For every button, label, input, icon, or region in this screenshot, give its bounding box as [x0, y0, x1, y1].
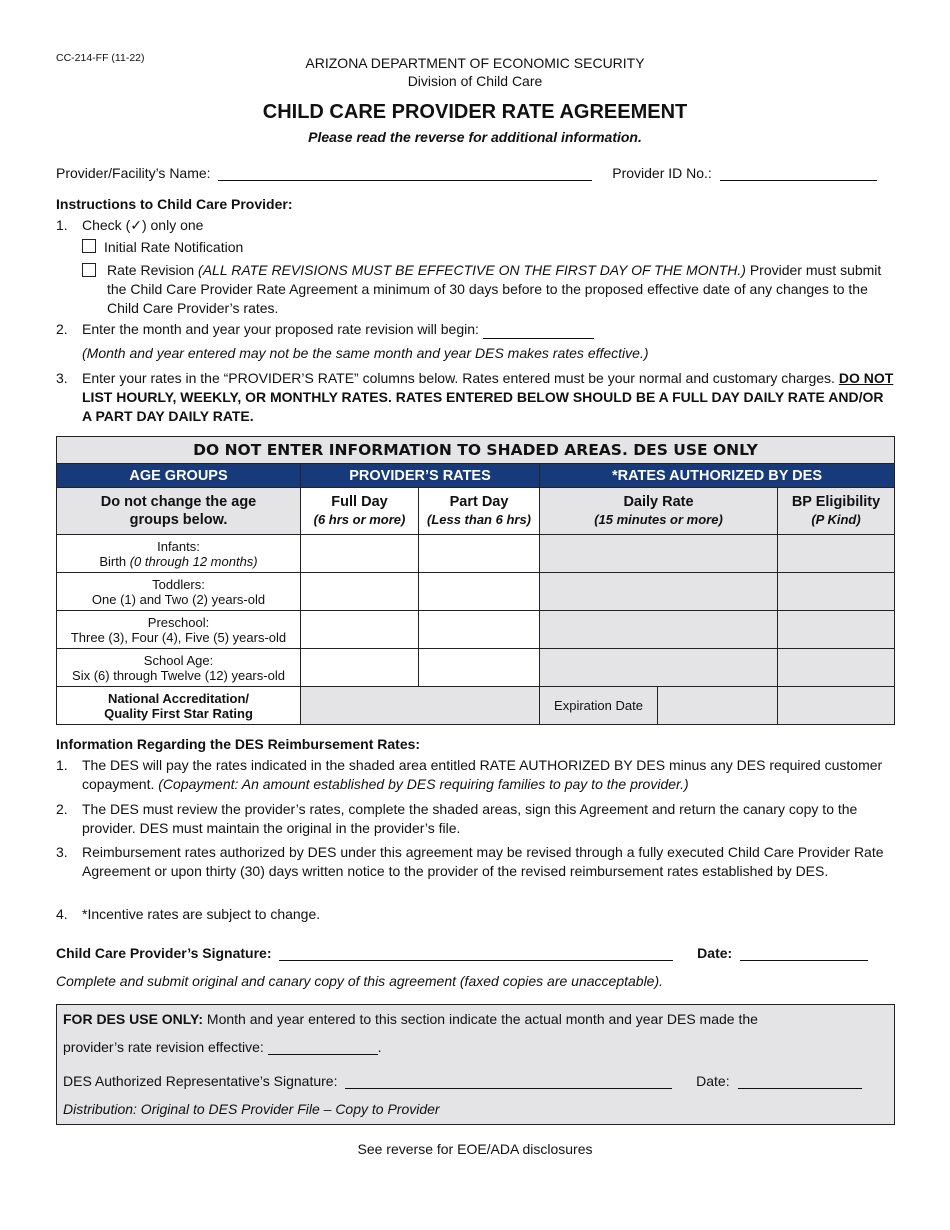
des-rep-signature-label: DES Authorized Representative’s Signature:: [63, 1073, 338, 1089]
provider-id-label: Provider ID No.:: [612, 165, 712, 181]
initial-rate-label: Initial Rate Notification: [104, 239, 244, 255]
daily-rate-header: [540, 488, 778, 535]
des-box-period: .: [377, 1039, 382, 1055]
table-row: [57, 687, 895, 725]
bp-eligibility-cell: [778, 573, 895, 611]
age-group-title: School Age:: [143, 652, 214, 668]
des-use-only-banner: DO NOT ENTER INFORMATION TO SHADED AREAS. DES USE ONLY: [57, 437, 895, 464]
initial-rate-checkbox[interactable]: [82, 239, 96, 253]
item-number: 4.: [56, 906, 68, 922]
des-box-heading: FOR DES USE ONLY:: [63, 1011, 204, 1027]
age-groups-header: AGE GROUPS: [57, 464, 301, 488]
signature-date-label: Date:: [697, 945, 733, 961]
rate-revision-checkbox[interactable]: [82, 263, 96, 277]
form-code: CC-214-FF (11-22): [56, 52, 145, 64]
reimbursement-heading: Information Regarding the DES Reimbursement Rates:: [56, 736, 421, 752]
part-day-header: [419, 488, 540, 535]
accreditation-label: National Accreditation/ Quality First Star Rating: [57, 687, 301, 725]
rate-revision-caps: (ALL RATE REVISIONS MUST BE EFFECTIVE ON THE FIRST DAY OF THE MONTH.): [198, 262, 746, 278]
age-group-title: Preschool:: [147, 614, 210, 630]
table-row: [57, 535, 895, 573]
des-rep-date-field[interactable]: [738, 1074, 862, 1089]
part-day-rate-input[interactable]: [419, 535, 540, 573]
age-group-range-italic: (0 through 12 months): [129, 553, 258, 569]
bp-eligibility-header: [778, 488, 895, 535]
des-effective-date-field[interactable]: [268, 1040, 378, 1055]
item-text: Reimbursement rates authorized by DES under this agreement may be revised through a fully executed Child Care Provider Rate Agreement or upon thirty (30) days written notice to the provider of the revised reimbursement rates established by DES.: [82, 844, 884, 879]
reimbursement-item-4: [56, 905, 896, 924]
signature-date-field[interactable]: [740, 946, 868, 961]
item-number: 2.: [56, 801, 68, 817]
age-group-title: Toddlers:: [152, 576, 205, 592]
item-text: *Incentive rates are subject to change.: [82, 906, 321, 922]
age-group-range: Six (6) through Twelve (12) years-old: [72, 667, 285, 683]
part-day-rate-input[interactable]: [419, 611, 540, 649]
des-rep-signature-row: [63, 1073, 893, 1089]
part-day-rate-input[interactable]: [419, 573, 540, 611]
daily-rate-cell: [540, 535, 778, 573]
instructions-heading: Instructions to Child Care Provider:: [56, 196, 293, 212]
age-group-school-age: [57, 649, 301, 687]
department-name: ARIZONA DEPARTMENT OF ECONOMIC SECURITY: [305, 55, 645, 71]
full-day-sub: (6 hrs or more): [313, 512, 406, 527]
daily-rate-cell: [540, 611, 778, 649]
full-day-header: [301, 488, 419, 535]
footer-note: See reverse for EOE/ADA disclosures: [357, 1141, 593, 1157]
item-italic: (Copayment: An amount established by DES requiring families to pay to the provider.): [158, 776, 689, 792]
des-rep-signature-field[interactable]: [345, 1074, 672, 1089]
age-group-range: Birth: [99, 553, 130, 569]
instruction-item-3: [56, 369, 896, 426]
providers-rates-header: PROVIDER’S RATES: [301, 464, 540, 488]
instruction-item-1: [56, 216, 896, 235]
des-box-text: Month and year entered to this section indicate the actual month and year DES made the: [206, 1011, 758, 1027]
daily-rate-cell: [540, 649, 778, 687]
daily-rate-sub: (15 minutes or more): [594, 512, 723, 527]
provider-signature-label: Child Care Provider’s Signature:: [56, 945, 272, 961]
full-day-rate-input[interactable]: [301, 573, 419, 611]
provider-name-label: Provider/Facility’s Name:: [56, 165, 211, 181]
age-group-preschool: [57, 611, 301, 649]
provider-signature-field[interactable]: [279, 946, 673, 961]
expiration-date-cell: [658, 687, 778, 725]
reimbursement-item-2: [56, 800, 896, 838]
item-number: 3.: [56, 370, 68, 386]
age-group-toddlers: [57, 573, 301, 611]
item-number: 2.: [56, 321, 68, 337]
table-row: [57, 649, 895, 687]
option-initial-rate: [56, 238, 896, 257]
instruction-item-2: [56, 320, 896, 339]
des-effective-text: [63, 1011, 888, 1027]
des-rates-header: *RATES AUTHORIZED BY DES: [540, 464, 895, 488]
revision-month-year-field[interactable]: [483, 324, 594, 339]
item-number: 1.: [56, 217, 68, 233]
table-row: [57, 573, 895, 611]
instruction-text: Enter your rates in the “PROVIDER’S RATE” columns below. Rates entered must be your normal and customary charges.: [82, 370, 835, 386]
item-number: 3.: [56, 844, 68, 860]
full-day-label: Full Day: [331, 494, 388, 510]
item-number: 1.: [56, 757, 68, 773]
note-text: (Month and year entered may not be the same month and year DES makes rates effective.): [82, 345, 649, 361]
age-group-range: Three (3), Four (4), Five (5) years-old: [70, 629, 287, 645]
bp-eligibility-cell: [778, 611, 895, 649]
full-day-rate-input[interactable]: [301, 611, 419, 649]
des-effective-row: [63, 1039, 382, 1055]
age-group-title: Infants:: [157, 538, 200, 554]
part-day-label: Part Day: [449, 494, 509, 510]
accreditation-cell: [301, 687, 540, 725]
expiration-date-label: Expiration Date: [540, 687, 658, 725]
rates-table: [56, 436, 895, 725]
daily-rate-cell: [540, 573, 778, 611]
bp-eligibility-cell: [778, 535, 895, 573]
provider-name-field[interactable]: [218, 166, 592, 181]
part-day-sub: (Less than 6 hrs): [426, 512, 532, 527]
provider-signature-row: [56, 945, 896, 961]
reimbursement-item-1: [56, 756, 896, 794]
bold-instruction-text: LIST HOURLY, WEEKLY, OR MONTHLY RATES. RATES ENTERED BELOW SHOULD BE A FULL DAY DAILY RATE AND/OR A PART DAY DAILY RATE.: [82, 389, 884, 424]
bp-eligibility-sub: (P Kind): [811, 512, 861, 527]
age-group-infants: [57, 535, 301, 573]
division-name: Division of Child Care: [407, 73, 543, 89]
rate-revision-label: Rate Revision: [107, 262, 195, 278]
do-not-text: DO NOT: [838, 370, 894, 386]
distribution-note: Distribution: Original to DES Provider File – Copy to Provider: [63, 1101, 440, 1117]
option-rate-revision: [56, 261, 896, 318]
page-title: CHILD CARE PROVIDER RATE AGREEMENT: [262, 101, 688, 123]
reimbursement-item-3: [56, 843, 896, 881]
des-rep-date-label: Date:: [696, 1073, 730, 1089]
submission-note: Complete and submit original and canary copy of this agreement (faxed copies are unacceptable).: [56, 973, 664, 989]
rate-revision-text: Provider must submit the Child Care Provider Rate Agreement a minimum of 30 days before to the proposed effective date of any changes to the Child Care Provider’s rates.: [107, 262, 882, 316]
des-box-text-2: provider’s rate revision effective:: [63, 1039, 264, 1055]
age-groups-note: Do not change the age groups below.: [57, 488, 301, 535]
instruction-text: Check (✓) only one: [82, 217, 204, 233]
des-use-only-box: [56, 1004, 895, 1125]
accreditation-bp-cell: [778, 687, 895, 725]
department-header: [0, 54, 950, 90]
full-day-rate-input[interactable]: [301, 535, 419, 573]
table-row: [57, 611, 895, 649]
daily-rate-label: Daily Rate: [623, 494, 694, 510]
bp-eligibility-cell: [778, 649, 895, 687]
item-text: The DES will pay the rates indicated in the shaded area entitled RATE AUTHORIZED BY DES minus any DES required customer copayment.: [82, 757, 883, 792]
provider-id-field[interactable]: [720, 166, 877, 181]
page-subtitle: Please read the reverse for additional information.: [308, 129, 642, 145]
full-day-rate-input[interactable]: [301, 649, 419, 687]
instruction-text: Enter the month and year your proposed rate revision will begin:: [82, 321, 479, 337]
part-day-rate-input[interactable]: [419, 649, 540, 687]
provider-fields: [56, 165, 896, 181]
item-text: The DES must review the provider’s rates, complete the shaded areas, sign this Agreement and return the canary copy to the provider. DES must maintain the original in the provider’s file.: [82, 801, 858, 836]
instruction-item-2-note: [56, 344, 896, 363]
age-group-range: One (1) and Two (2) years-old: [91, 591, 266, 607]
bp-eligibility-label: BP Eligibility: [791, 494, 881, 510]
